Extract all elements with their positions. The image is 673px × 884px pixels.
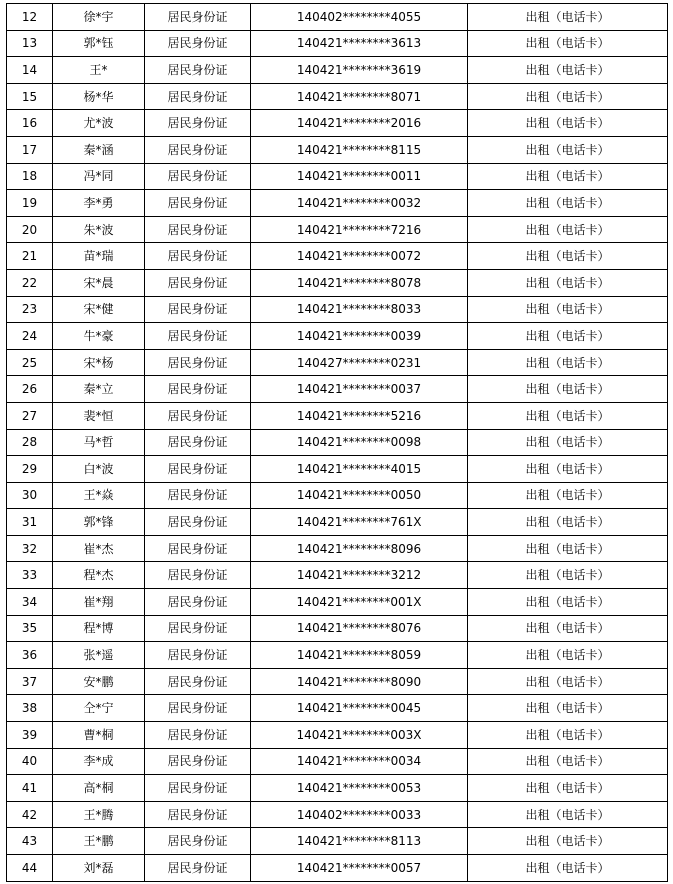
id-type-cell: 居民身份证 <box>145 535 251 562</box>
id-type-cell: 居民身份证 <box>145 509 251 536</box>
table-row <box>7 615 668 642</box>
id-number-cell: 140421********0034 <box>251 748 468 775</box>
id-number-cell: 140421********0050 <box>251 482 468 509</box>
person-name-cell: 秦*涵 <box>53 136 145 163</box>
person-name-cell: 郭*锋 <box>53 509 145 536</box>
person-name-cell: 秦*立 <box>53 376 145 403</box>
row-index-cell: 29 <box>7 456 53 483</box>
row-index-cell: 24 <box>7 323 53 350</box>
person-name-cell: 程*博 <box>53 615 145 642</box>
table-row <box>7 269 668 296</box>
table-row <box>7 190 668 217</box>
usage-cell: 出租（电话卡） <box>468 376 668 403</box>
table-row <box>7 801 668 828</box>
table-row <box>7 642 668 669</box>
table-row <box>7 30 668 57</box>
id-type-cell: 居民身份证 <box>145 376 251 403</box>
id-type-cell: 居民身份证 <box>145 216 251 243</box>
usage-cell: 出租（电话卡） <box>468 163 668 190</box>
table-row <box>7 110 668 137</box>
row-index-cell: 19 <box>7 190 53 217</box>
row-index-cell: 15 <box>7 83 53 110</box>
table-row <box>7 4 668 31</box>
row-index-cell: 37 <box>7 668 53 695</box>
row-index-cell: 13 <box>7 30 53 57</box>
row-index-cell: 31 <box>7 509 53 536</box>
table-row <box>7 243 668 270</box>
person-name-cell: 冯*同 <box>53 163 145 190</box>
person-name-cell: 刘*磊 <box>53 855 145 882</box>
person-name-cell: 宋*健 <box>53 296 145 323</box>
person-name-cell: 王* <box>53 57 145 84</box>
id-number-cell: 140421********3613 <box>251 30 468 57</box>
table-row <box>7 562 668 589</box>
row-index-cell: 27 <box>7 402 53 429</box>
id-number-cell: 140421********8115 <box>251 136 468 163</box>
id-type-cell: 居民身份证 <box>145 296 251 323</box>
person-name-cell: 曹*桐 <box>53 722 145 749</box>
id-type-cell: 居民身份证 <box>145 695 251 722</box>
id-type-cell: 居民身份证 <box>145 402 251 429</box>
table-row <box>7 136 668 163</box>
id-number-cell: 140421********4015 <box>251 456 468 483</box>
usage-cell: 出租（电话卡） <box>468 668 668 695</box>
id-type-cell: 居民身份证 <box>145 323 251 350</box>
id-number-cell: 140421********2016 <box>251 110 468 137</box>
table-row <box>7 535 668 562</box>
table-row <box>7 775 668 802</box>
usage-cell: 出租（电话卡） <box>468 642 668 669</box>
person-name-cell: 宋*杨 <box>53 349 145 376</box>
id-number-cell: 140421********3619 <box>251 57 468 84</box>
row-index-cell: 43 <box>7 828 53 855</box>
records-table <box>6 3 668 882</box>
row-index-cell: 33 <box>7 562 53 589</box>
row-index-cell: 39 <box>7 722 53 749</box>
row-index-cell: 34 <box>7 589 53 616</box>
id-number-cell: 140421********8096 <box>251 535 468 562</box>
row-index-cell: 35 <box>7 615 53 642</box>
id-number-cell: 140421********0053 <box>251 775 468 802</box>
id-number-cell: 140421********5216 <box>251 402 468 429</box>
row-index-cell: 12 <box>7 4 53 31</box>
row-index-cell: 28 <box>7 429 53 456</box>
person-name-cell: 安*鹏 <box>53 668 145 695</box>
usage-cell: 出租（电话卡） <box>468 136 668 163</box>
id-type-cell: 居民身份证 <box>145 163 251 190</box>
id-type-cell: 居民身份证 <box>145 30 251 57</box>
usage-cell: 出租（电话卡） <box>468 482 668 509</box>
table-row <box>7 57 668 84</box>
person-name-cell: 李*成 <box>53 748 145 775</box>
usage-cell: 出租（电话卡） <box>468 828 668 855</box>
id-number-cell: 140421********8071 <box>251 83 468 110</box>
usage-cell: 出租（电话卡） <box>468 456 668 483</box>
usage-cell: 出租（电话卡） <box>468 562 668 589</box>
person-name-cell: 王*腾 <box>53 801 145 828</box>
usage-cell: 出租（电话卡） <box>468 4 668 31</box>
person-name-cell: 白*波 <box>53 456 145 483</box>
id-number-cell: 140421********761X <box>251 509 468 536</box>
id-type-cell: 居民身份证 <box>145 801 251 828</box>
id-type-cell: 居民身份证 <box>145 110 251 137</box>
row-index-cell: 18 <box>7 163 53 190</box>
person-name-cell: 崔*翔 <box>53 589 145 616</box>
person-name-cell: 朱*波 <box>53 216 145 243</box>
usage-cell: 出租（电话卡） <box>468 801 668 828</box>
row-index-cell: 42 <box>7 801 53 828</box>
usage-cell: 出租（电话卡） <box>468 748 668 775</box>
id-type-cell: 居民身份证 <box>145 57 251 84</box>
id-type-cell: 居民身份证 <box>145 722 251 749</box>
person-name-cell: 郭*钰 <box>53 30 145 57</box>
table-row <box>7 349 668 376</box>
table-row <box>7 668 668 695</box>
id-type-cell: 居民身份证 <box>145 349 251 376</box>
row-index-cell: 36 <box>7 642 53 669</box>
id-type-cell: 居民身份证 <box>145 615 251 642</box>
usage-cell: 出租（电话卡） <box>468 323 668 350</box>
id-type-cell: 居民身份证 <box>145 269 251 296</box>
id-type-cell: 居民身份证 <box>145 243 251 270</box>
id-number-cell: 140421********7216 <box>251 216 468 243</box>
row-index-cell: 38 <box>7 695 53 722</box>
id-number-cell: 140402********4055 <box>251 4 468 31</box>
usage-cell: 出租（电话卡） <box>468 296 668 323</box>
person-name-cell: 徐*宇 <box>53 4 145 31</box>
table-row <box>7 482 668 509</box>
id-number-cell: 140421********0037 <box>251 376 468 403</box>
person-name-cell: 王*鹏 <box>53 828 145 855</box>
id-type-cell: 居民身份证 <box>145 855 251 882</box>
row-index-cell: 22 <box>7 269 53 296</box>
person-name-cell: 裴*恒 <box>53 402 145 429</box>
id-type-cell: 居民身份证 <box>145 136 251 163</box>
table-row <box>7 589 668 616</box>
row-index-cell: 25 <box>7 349 53 376</box>
usage-cell: 出租（电话卡） <box>468 509 668 536</box>
id-number-cell: 140421********8090 <box>251 668 468 695</box>
id-number-cell: 140421********8059 <box>251 642 468 669</box>
usage-cell: 出租（电话卡） <box>468 722 668 749</box>
person-name-cell: 李*勇 <box>53 190 145 217</box>
person-name-cell: 高*桐 <box>53 775 145 802</box>
row-index-cell: 20 <box>7 216 53 243</box>
person-name-cell: 崔*杰 <box>53 535 145 562</box>
id-number-cell: 140421********0011 <box>251 163 468 190</box>
id-number-cell: 140402********0033 <box>251 801 468 828</box>
row-index-cell: 23 <box>7 296 53 323</box>
id-type-cell: 居民身份证 <box>145 828 251 855</box>
id-type-cell: 居民身份证 <box>145 83 251 110</box>
id-type-cell: 居民身份证 <box>145 562 251 589</box>
table-row <box>7 323 668 350</box>
row-index-cell: 17 <box>7 136 53 163</box>
id-type-cell: 居民身份证 <box>145 748 251 775</box>
id-type-cell: 居民身份证 <box>145 482 251 509</box>
table-row <box>7 376 668 403</box>
row-index-cell: 21 <box>7 243 53 270</box>
id-number-cell: 140421********003X <box>251 722 468 749</box>
id-type-cell: 居民身份证 <box>145 456 251 483</box>
records-table-body <box>7 4 668 882</box>
id-number-cell: 140421********0057 <box>251 855 468 882</box>
id-number-cell: 140421********8076 <box>251 615 468 642</box>
person-name-cell: 马*哲 <box>53 429 145 456</box>
person-name-cell: 王*焱 <box>53 482 145 509</box>
id-type-cell: 居民身份证 <box>145 190 251 217</box>
usage-cell: 出租（电话卡） <box>468 775 668 802</box>
row-index-cell: 30 <box>7 482 53 509</box>
usage-cell: 出租（电话卡） <box>468 349 668 376</box>
table-row <box>7 748 668 775</box>
usage-cell: 出租（电话卡） <box>468 57 668 84</box>
usage-cell: 出租（电话卡） <box>468 110 668 137</box>
person-name-cell: 杨*华 <box>53 83 145 110</box>
id-number-cell: 140421********3212 <box>251 562 468 589</box>
row-index-cell: 40 <box>7 748 53 775</box>
id-number-cell: 140421********0032 <box>251 190 468 217</box>
table-row <box>7 216 668 243</box>
row-index-cell: 32 <box>7 535 53 562</box>
id-number-cell: 140421********0039 <box>251 323 468 350</box>
row-index-cell: 26 <box>7 376 53 403</box>
table-row <box>7 163 668 190</box>
usage-cell: 出租（电话卡） <box>468 402 668 429</box>
usage-cell: 出租（电话卡） <box>468 216 668 243</box>
row-index-cell: 14 <box>7 57 53 84</box>
table-row <box>7 296 668 323</box>
id-type-cell: 居民身份证 <box>145 589 251 616</box>
usage-cell: 出租（电话卡） <box>468 695 668 722</box>
usage-cell: 出租（电话卡） <box>468 83 668 110</box>
id-number-cell: 140421********8033 <box>251 296 468 323</box>
table-row <box>7 429 668 456</box>
id-type-cell: 居民身份证 <box>145 4 251 31</box>
table-row <box>7 722 668 749</box>
table-row <box>7 695 668 722</box>
usage-cell: 出租（电话卡） <box>468 429 668 456</box>
table-row <box>7 456 668 483</box>
row-index-cell: 41 <box>7 775 53 802</box>
usage-cell: 出租（电话卡） <box>468 855 668 882</box>
person-name-cell: 宋*晨 <box>53 269 145 296</box>
usage-cell: 出租（电话卡） <box>468 589 668 616</box>
id-number-cell: 140421********0072 <box>251 243 468 270</box>
person-name-cell: 程*杰 <box>53 562 145 589</box>
table-row <box>7 83 668 110</box>
person-name-cell: 仝*宁 <box>53 695 145 722</box>
table-row <box>7 855 668 882</box>
usage-cell: 出租（电话卡） <box>468 615 668 642</box>
usage-cell: 出租（电话卡） <box>468 243 668 270</box>
row-index-cell: 44 <box>7 855 53 882</box>
usage-cell: 出租（电话卡） <box>468 269 668 296</box>
person-name-cell: 尤*波 <box>53 110 145 137</box>
row-index-cell: 16 <box>7 110 53 137</box>
id-number-cell: 140421********0045 <box>251 695 468 722</box>
usage-cell: 出租（电话卡） <box>468 190 668 217</box>
id-number-cell: 140421********8113 <box>251 828 468 855</box>
id-type-cell: 居民身份证 <box>145 668 251 695</box>
id-type-cell: 居民身份证 <box>145 642 251 669</box>
person-name-cell: 张*遥 <box>53 642 145 669</box>
id-type-cell: 居民身份证 <box>145 429 251 456</box>
usage-cell: 出租（电话卡） <box>468 30 668 57</box>
person-name-cell: 苗*瑞 <box>53 243 145 270</box>
table-row <box>7 402 668 429</box>
id-number-cell: 140421********0098 <box>251 429 468 456</box>
id-number-cell: 140421********8078 <box>251 269 468 296</box>
usage-cell: 出租（电话卡） <box>468 535 668 562</box>
id-type-cell: 居民身份证 <box>145 775 251 802</box>
id-number-cell: 140427********0231 <box>251 349 468 376</box>
id-number-cell: 140421********001X <box>251 589 468 616</box>
person-name-cell: 牛*豪 <box>53 323 145 350</box>
table-row <box>7 828 668 855</box>
table-row <box>7 509 668 536</box>
